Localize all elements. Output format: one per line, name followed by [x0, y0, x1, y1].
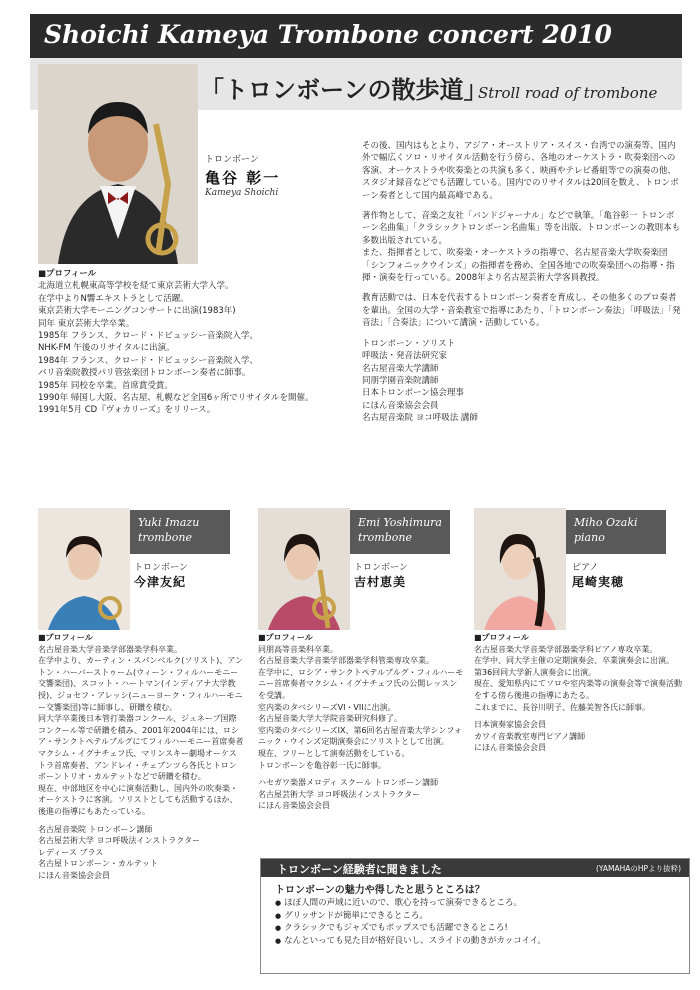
survey-answer: ● クラシックでもジャズでもポップスでも活躍できるところ! — [275, 922, 546, 935]
performer-name-jp: 尾崎実穂 — [572, 575, 625, 589]
main-profile-line: 在学中よりN響エキストラとして活躍。 — [38, 293, 189, 304]
main-profile-line: パリ音楽院教授パリ管弦楽団トロンボーン奏者に師事。 — [38, 368, 251, 379]
main-profile-line: 1985年 同校を卒業。首席賞受賞。 — [38, 380, 173, 391]
main-profile-line: 1985年 フランス、クロード・ドビュッシー音楽院入学。 — [38, 331, 258, 342]
title-line: 名古屋音楽院 ヨコ呼吸法 講師 — [362, 413, 478, 424]
main-profile-line: 1984年 フランス、クロード・ドビュッシー音楽院入学、 — [38, 355, 258, 366]
profile-heading: ■プロフィール — [474, 633, 529, 642]
survey-box — [260, 858, 690, 974]
profile-line: レディース ブラス — [38, 847, 104, 857]
profile-line: にほん音楽協会会員 — [38, 870, 110, 880]
profile-line: 名古屋トロンボーン・カルテット — [38, 859, 158, 869]
activity-paragraph: 著作物として、音楽之友社「バンドジャーナル」などで執筆。「亀谷彰一 トロンボーン名曲集」「クラシックトロンボーン名曲集」等を出版、トロンボーンの教則本も多数出版されている。 — [362, 211, 681, 246]
profile-line: 名古屋音楽大学音楽学部器楽学科ピアノ専攻卒業。 — [474, 644, 658, 654]
survey-answer: ● グリッサンドが簡単にできるところ。 — [275, 910, 546, 923]
main-activities — [362, 140, 682, 425]
profile-line: にほん音楽協会会員 — [474, 743, 546, 753]
main-performer-caption — [205, 152, 280, 198]
portrait-illustration — [474, 508, 566, 630]
performer-photo-yoshimura — [258, 508, 350, 630]
profile-line: 在学中より、カーティン・スパンベルク(ソリスト)、アントン・ハーバーストゥーム(ウィーン・フィルハーモニー交響楽団)、スコット・ハートマン(インディアナ大学教授)、ジョセフ・アレッシ(ニューヨーク・フィルハーモニー交響楽団)等に師事し、研鑽を積む。 — [38, 656, 243, 712]
performer-role: ピアノ — [572, 563, 599, 573]
profile-line: 在学中に、ロシア・サンクトペテルブルグ・フィルハーモニー首席奏者マクシム・イグナチェフ氏の公開レッスンを受講。 — [258, 667, 464, 700]
performer-caption-ozaki — [572, 560, 624, 590]
main-profile-line: 同年 東京芸術大学卒業。 — [38, 318, 135, 329]
performer-photo-ozaki — [474, 508, 566, 630]
profile-line: 現在、愛知県内にてソロや室内楽等の演奏会等で演奏活動をする傍ら後進の指導にあたる。 — [474, 679, 682, 700]
survey-title: トロンボーン経験者に聞きました — [277, 863, 442, 876]
portrait-illustration — [38, 64, 198, 264]
main-profile-line: 1990年 帰国し大阪、名古屋、札幌など全国6ヶ所でリサイタルを開催。 — [38, 393, 314, 404]
title-line: 同朋学園音楽院講師 — [362, 375, 439, 386]
profile-line: 室内楽のタベシリーズVI・VIIに出演。 — [258, 702, 396, 712]
profile-line: 同朋高等音楽科卒業。 — [258, 644, 338, 654]
performer-instrument-en: piano — [574, 531, 605, 544]
main-profile — [38, 268, 338, 417]
concert-title: Shoichi Kameya Trombone concert 2010 — [44, 20, 612, 49]
performer-caption-imazu — [134, 560, 188, 590]
profile-heading: ■プロフィール — [258, 633, 313, 642]
profile-line: 第36回同大学新人演奏会に出演。 — [474, 667, 597, 677]
main-performer-photo — [38, 64, 198, 264]
performer-caption-yoshimura — [354, 560, 408, 590]
performer-name-jp: 吉村恵美 — [354, 575, 407, 589]
survey-answer: ● なんといっても見た目が格好良いし、スライドの動きがカッコイイ。 — [275, 935, 546, 948]
title-line: にほん音楽協会会員 — [362, 400, 439, 411]
activity-paragraph: また、指揮者として、吹奏楽・オーケストラの指導で、名古屋音楽大学吹奏楽団「シンフォニックウインズ」の指揮者を務め、全国各地での吹奏楽団への指導・指揮・演奏を行っている。2008年より名古屋芸術大学客員教授。 — [362, 248, 675, 284]
title-line: トロンボーン・ソリスト — [362, 338, 456, 349]
main-profile-heading: ■プロフィール — [38, 269, 97, 279]
performer-profile-yoshimura — [258, 632, 464, 812]
title-line: 名古屋音楽大学講師 — [362, 363, 439, 374]
title-line: 日本トロンボーン協会理事 — [362, 388, 464, 399]
profile-line: トロンボーンを亀谷彰一氏に師事。 — [258, 760, 386, 770]
main-titles — [362, 338, 682, 425]
profile-line: これまでに、長谷川明子、佐藤美智各氏に師事。 — [474, 702, 650, 712]
main-performer-name-en: Kameya Shoichi — [205, 188, 279, 198]
title-banner — [30, 14, 682, 58]
profile-line: にほん音楽協会会員 — [258, 801, 330, 811]
survey-answer-list — [275, 897, 546, 947]
performer-profile-ozaki — [474, 632, 684, 754]
main-performer-role: トロンボーン — [205, 155, 259, 165]
activity-paragraph: 教育活動では、日本を代表するトロンボーン奏者を育成し、その他多くのプロ奏者を輩出。全国の大学・音楽教室で指導にあたり、「トロンボーン奏法」「呼吸法」「発音法」「合奏法」について講演・活動している。 — [362, 293, 681, 329]
portrait-illustration — [258, 508, 350, 630]
main-profile-line: NHK-FM 午後のリサイタルに出演。 — [38, 343, 175, 354]
activity-paragraph: その後、国内はもとより、アジア・オーストリア・スイス・台湾での演奏等、国内外で幅広くソロ・リサイタル活動を行う傍ら、各地のオーケストラ・吹奏楽団への客演、オーケストラや吹奏楽との共演も多く、映画やテレビ番組等での演奏の他、スタジオ録音などでも活躍している。国内でのリサイタルは20回を数え、トロンボーン奏者として国内最高峰である。 — [362, 141, 679, 201]
survey-source-note: (YAMAHAのHPより抜粋) — [595, 864, 681, 873]
title-line: 呼吸法・発音法研究家 — [362, 351, 448, 362]
performer-band-imazu — [130, 510, 230, 554]
profile-line: 室内楽のタベシリーズIX、第6回名古屋音楽大学シンフォニック・ウインズ定期演奏会にソリストとして出演。 — [258, 725, 462, 747]
performer-name-en: Yuki Imazu — [138, 516, 200, 529]
profile-line: 名古屋芸術大学 ヨコ呼吸法インストラクター — [258, 789, 421, 799]
profile-line: 同大学卒業後日本管打楽器コンクール、ジュネーブ国際コンクール等で研鑽を積み、2001年2004年には、ロシア・サンクトペテルブルグにてフィルハーモニー首席奏者マクシム・イグナチェフ氏、マリンスキー劇場オーケストラ首席奏者、アンドレイ・チェブンツら各氏とトロンボーントリオ・カルテットなどで研鑽を積む。 — [38, 714, 244, 782]
portrait-illustration — [38, 508, 130, 630]
main-profile-line: 東京芸術大学モーニングコンサートに出演(1983年) — [38, 306, 236, 317]
profile-line: 名古屋芸術大学 ヨコ呼吸法インストラクター — [38, 836, 201, 846]
performer-name-en: Miho Ozaki — [574, 516, 638, 529]
profile-line: 現在、中部地区を中心に演奏活動し、国内外の吹奏楽・オーケストラに客演。ソリストとしても活動するほか、後進の指導にもあたっている。 — [38, 783, 238, 816]
subtitle-english: Stroll road of trombone — [478, 84, 658, 102]
main-performer-name: 亀谷 彰一 — [205, 169, 281, 187]
profile-line: 日本演奏家協会会員 — [474, 720, 546, 730]
profile-line: 在学中、同大学主催の定期演奏会、卒業演奏会に出演。 — [474, 656, 674, 666]
performer-band-yoshimura — [350, 510, 450, 554]
main-profile-line: 北海道立札幌東高等学校を経て東京芸術大学入学。 — [38, 281, 234, 292]
profile-heading: ■プロフィール — [38, 633, 93, 642]
profile-line: 名古屋音楽院 トロンボーン講師 — [38, 824, 153, 834]
profile-line: カワイ音楽教室専門ピアノ講師 — [474, 731, 586, 741]
performer-role: トロンボーン — [134, 563, 188, 573]
profile-line: 名古屋音楽大学大学院音楽研究科修了。 — [258, 714, 402, 724]
profile-line: ハセガワ楽器メロディ スクール トロンボーン講師 — [258, 778, 439, 788]
survey-header — [261, 859, 689, 877]
performer-photo-imazu — [38, 508, 130, 630]
profile-line: 名古屋音楽大学音楽学部器楽学科卒業。 — [38, 644, 182, 654]
performer-role: トロンボーン — [354, 563, 408, 573]
subtitle-japanese: 「トロンボーンの散歩道」 — [200, 75, 488, 104]
survey-answer: ● ほぼ人間の声域に近いので、歌心を持って演奏できるところ。 — [275, 897, 546, 910]
performer-band-ozaki — [566, 510, 666, 554]
performer-instrument-en: trombone — [358, 531, 412, 544]
profile-line: 名古屋音楽大学音楽学部器楽学科管楽専攻卒業。 — [258, 656, 434, 666]
performer-profile-imazu — [38, 632, 244, 881]
survey-question: トロンボーンの魅力や得したと思うところは？ — [275, 885, 485, 896]
main-profile-line: 1991年5月 CD『ヴォカリーズ』をリリース。 — [38, 405, 216, 416]
performer-instrument-en: trombone — [138, 531, 192, 544]
profile-line: 現在、フリーとして演奏活動をしている。 — [258, 748, 410, 758]
performer-name-en: Emi Yoshimura — [358, 516, 442, 529]
performer-name-jp: 今津友紀 — [134, 575, 187, 589]
